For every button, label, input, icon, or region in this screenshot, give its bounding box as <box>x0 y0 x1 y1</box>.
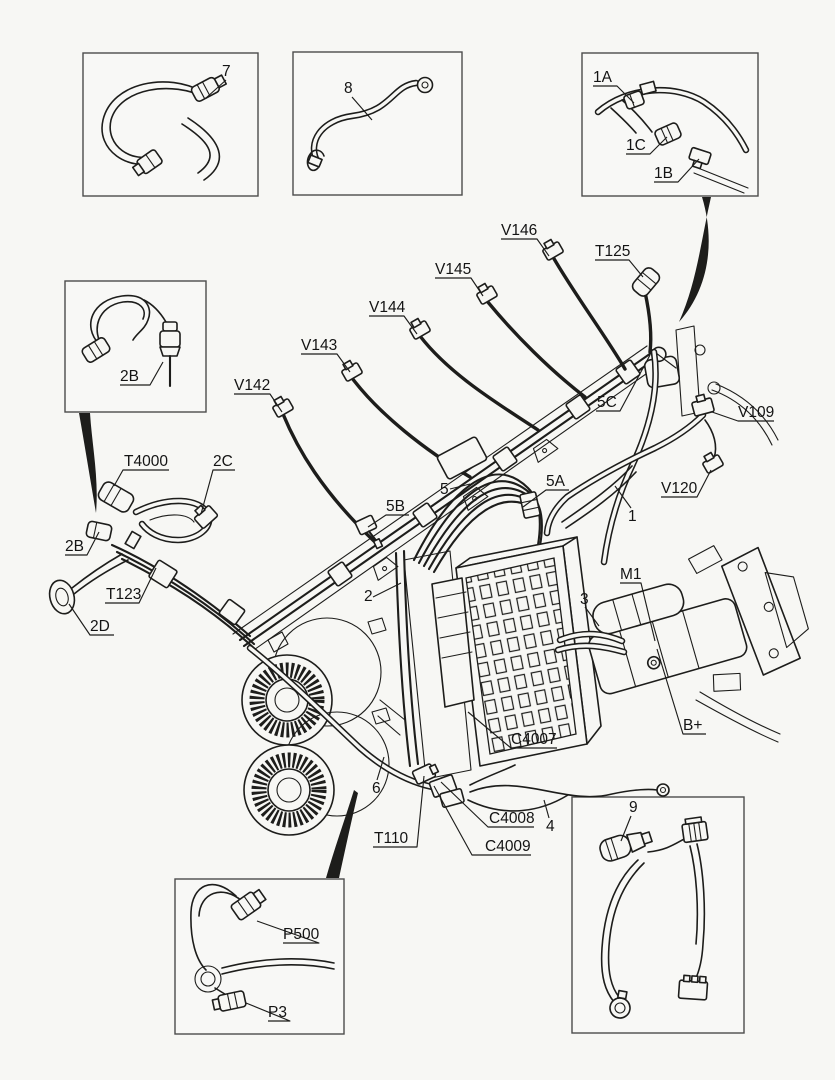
inset-box-9 <box>572 797 744 1033</box>
callout-t123: T123 <box>106 586 142 603</box>
callout-2b-main: 2B <box>65 538 84 555</box>
callout-p3: P3 <box>268 1004 287 1021</box>
callout-c4008: C4008 <box>489 810 535 827</box>
inset-box-8 <box>293 52 462 195</box>
callout-v145: V145 <box>435 261 472 278</box>
callout-c4007: C4007 <box>511 731 557 748</box>
connector-v120 <box>700 450 724 474</box>
callout-2: 2 <box>364 588 373 605</box>
callout-v143: V143 <box>301 337 338 354</box>
connector-2b-main <box>86 521 113 542</box>
callout-6: 6 <box>372 780 381 797</box>
callout-3: 3 <box>580 591 589 608</box>
callout-p500: P500 <box>283 926 320 943</box>
callout-c4009: C4009 <box>485 838 531 855</box>
callout-2b-inset: 2B <box>120 368 139 385</box>
callout-5c: 5C <box>597 394 617 411</box>
inset-frames <box>65 52 758 1034</box>
callout-2c: 2C <box>213 453 233 470</box>
callout-m1: M1 <box>620 566 642 583</box>
callout-v144: V144 <box>369 299 406 316</box>
callout-8: 8 <box>344 80 353 97</box>
connector-t4000 <box>96 480 135 514</box>
callout-b-plus: B+ <box>683 717 703 734</box>
connector-5a <box>520 492 541 519</box>
callout-1a: 1A <box>593 69 612 86</box>
connector-v142 <box>270 394 294 418</box>
part-5b <box>355 515 385 553</box>
callout-1b: 1B <box>654 165 673 182</box>
starter-motor <box>572 527 820 727</box>
callout-v109: V109 <box>738 404 775 421</box>
callout-1: 1 <box>628 508 637 525</box>
alternators <box>242 618 405 835</box>
connector-v109 <box>690 393 714 417</box>
connector-t125 <box>630 265 662 298</box>
connector-v145 <box>474 281 498 305</box>
trunk-wire-1 <box>547 352 724 562</box>
callout-9: 9 <box>629 799 638 816</box>
callout-t125: T125 <box>595 243 631 260</box>
callout-7: 7 <box>222 63 231 80</box>
callout-4: 4 <box>546 818 555 835</box>
callout-1c: 1C <box>626 137 646 154</box>
callout-t4000: T4000 <box>124 453 168 470</box>
callout-v142: V142 <box>234 377 271 394</box>
callout-5: 5 <box>440 481 449 498</box>
callout-5b: 5B <box>386 498 405 515</box>
left-harness-assembly <box>46 480 258 652</box>
callout-t110: T110 <box>374 830 409 847</box>
callout-v146: V146 <box>501 222 538 239</box>
connector-v144 <box>407 316 431 340</box>
callout-2d: 2D <box>90 618 110 635</box>
inset-box-7 <box>83 53 258 196</box>
callout-v120: V120 <box>661 480 698 497</box>
callout-5a: 5A <box>546 473 565 490</box>
